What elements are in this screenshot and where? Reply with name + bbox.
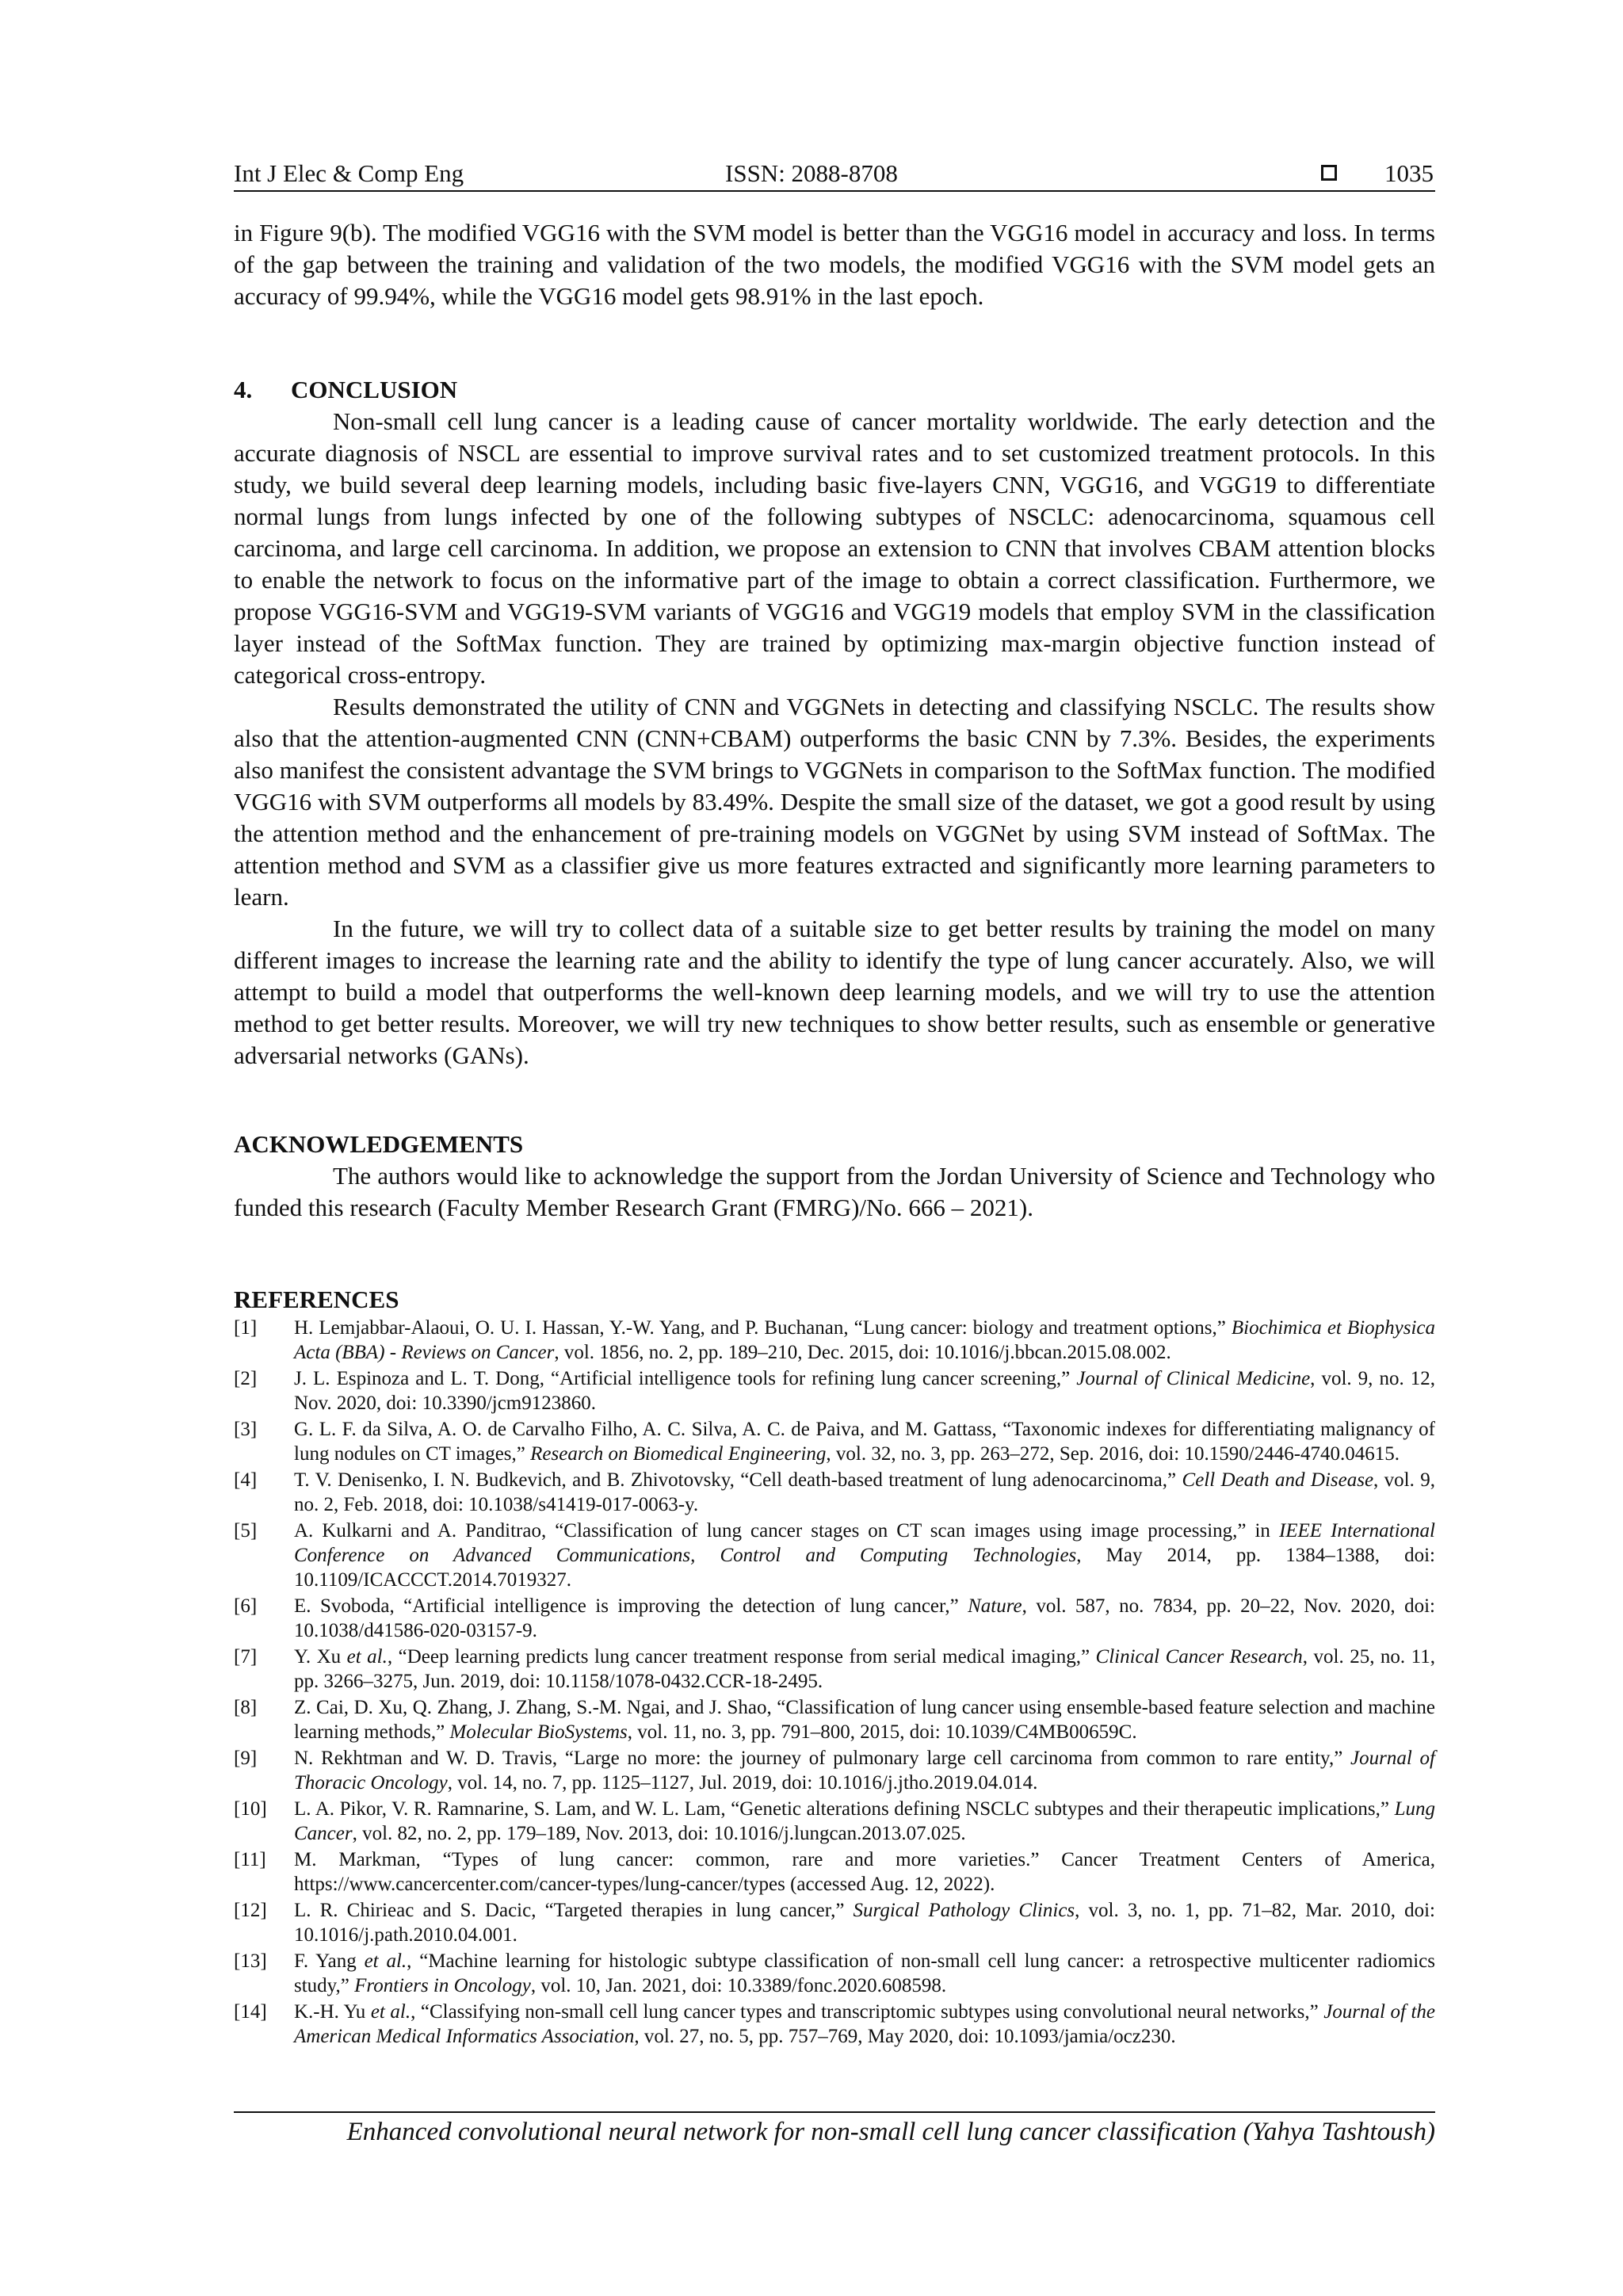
conclusion-heading: [234, 374, 457, 406]
reference-text: E. Svoboda, “Artificial intelligence is improving the detection of lung cancer,”: [294, 1595, 968, 1617]
reference-number: [3]: [234, 1419, 258, 1440]
reference-title: , “Deep learning predicts lung cancer treatment response from serial medical imaging,”: [387, 1646, 1096, 1668]
reference-number: [12]: [234, 1900, 267, 1921]
reference-text: Y. Xu: [294, 1646, 347, 1668]
reference-title: , “Classifying non-small cell lung cancer types and transcriptomic subtypes using convolutional neural networks,”: [411, 2001, 1324, 2023]
reference-number: [10]: [234, 1798, 267, 1820]
reference-venue: Surgical Pathology Clinics: [853, 1900, 1075, 1921]
reference-venue: Nature: [968, 1595, 1022, 1617]
reference-number: [9]: [234, 1748, 258, 1769]
acknowledgements-body: [234, 1160, 1435, 1224]
reference-details: , vol. 9, no. 12, Nov. 2020, doi: 10.3390/jcm9123860.: [294, 1368, 1435, 1414]
page-number: 1035: [1384, 159, 1434, 187]
reference-item: [234, 1847, 1435, 1897]
reference-details: , vol. 10, Jan. 2021, doi: 10.3389/fonc.2020.608598.: [530, 1975, 947, 1996]
reference-details: , vol. 9, no. 2, Feb. 2018, doi: 10.1038/s41419-017-0063-y.: [294, 1469, 1435, 1515]
reference-text: G. L. F. da Silva, A. O. de Carvalho Filho, A. C. Silva, A. C. de Paiva, and M. Gattass, “Taxonomic indexes for differentiating malignancy of lung nodules on CT images,”: [294, 1419, 1435, 1465]
reference-text: H. Lemjabbar-Alaoui, O. U. I. Hassan, Y.-W. Yang, and P. Buchanan, “Lung cancer: biology and treatment options,”: [294, 1317, 1232, 1339]
reference-details: , vol. 14, no. 7, pp. 1125–1127, Jul. 2019, doi: 10.1016/j.jtho.2019.04.014.: [447, 1772, 1038, 1794]
reference-number: [7]: [234, 1646, 258, 1668]
conclusion-paragraph-1: Non-small cell lung cancer is a leading cause of cancer mortality worldwide. The early detection and the accurate diagnosis of NSCL are essential to improve survival rates and to set customized treatment protocols. In this study, we build several deep learning models, including basic five-layers CNN, VGG16, and VGG19 to differentiate normal lungs from lungs infected by one of the following subtypes of NSCLC: adenocarcinoma, squamous cell carcinoma, and large cell carcinoma. In addition, we propose an extension to CNN that involves CBAM attention blocks to enable the network to focus on the informative part of the image to obtain a correct classification. Furthermore, we propose VGG16-SVM and VGG19-SVM variants of VGG16 and VGG19 models that employ SVM in the classification layer instead of the SoftMax function. They are trained by optimizing max-margin objective function instead of categorical cross-entropy.: [234, 407, 1435, 689]
reference-venue: Lung Cancer: [294, 1798, 1435, 1844]
reference-number: [11]: [234, 1849, 266, 1870]
reference-number: [4]: [234, 1469, 258, 1491]
issn: ISSN: 2088-8708: [725, 159, 898, 187]
reference-details: , May 2014, pp. 1384–1388, doi: 10.1109/ICACCCT.2014.7019327.: [294, 1545, 1435, 1591]
reference-item: [234, 1366, 1435, 1415]
conclusion-paragraph-3: In the future, we will try to collect data of a suitable size to get better results by training the model on many different images to increase the learning rate and the ability to identify the type of lung cancer accurately. Also, we will attempt to build a model that outperforms the well-known deep learning models, and we will try to use the attention method to get better results. Moreover, we will try new techniques to show better results, such as ensemble or generative adversarial networks (GANs).: [234, 915, 1435, 1069]
reference-item: [234, 1797, 1435, 1846]
journal-name: Int J Elec & Comp Eng: [234, 159, 464, 187]
reference-text: A. Kulkarni and A. Panditrao, “Classification of lung cancer stages on CT scan images using image processing,” in: [294, 1520, 1279, 1541]
reference-details: , vol. 3, no. 1, pp. 71–82, Mar. 2010, doi: 10.1016/j.path.2010.04.001.: [294, 1900, 1436, 1946]
reference-details: , vol. 32, no. 3, pp. 263–272, Sep. 2016, doi: 10.1590/2446-4740.04615.: [826, 1443, 1400, 1465]
intro-paragraph: [234, 217, 1435, 312]
reference-number: [1]: [234, 1317, 258, 1339]
reference-venue: Molecular BioSystems: [449, 1721, 628, 1743]
footer-divider: [234, 2111, 1435, 2113]
reference-title: , “Machine learning for histologic subtype classification of non-small cell lung cancer: a retrospective multicenter radiomics study,”: [294, 1950, 1435, 1996]
reference-text: L. A. Pikor, V. R. Ramnarine, S. Lam, and W. L. Lam, “Genetic alterations defining NSCLC subtypes and their therapeutic implications,”: [294, 1798, 1395, 1820]
conclusion-body: [234, 406, 1435, 1072]
reference-details: , vol. 27, no. 5, pp. 757–769, May 2020, doi: 10.1093/jamia/ocz230.: [634, 2026, 1176, 2047]
reference-item: [234, 1746, 1435, 1795]
reference-item: [234, 1949, 1435, 1998]
running-footer: Enhanced convolutional neural network for non-small cell lung cancer classification (Yahya Tashtoush): [346, 2118, 1435, 2146]
reference-item: [234, 1594, 1435, 1643]
header-divider: [234, 190, 1435, 192]
references-heading: REFERENCES: [234, 1286, 399, 1313]
reference-item: [234, 1519, 1435, 1592]
reference-number: [14]: [234, 2001, 267, 2023]
reference-et-al: et al.: [346, 1646, 388, 1668]
reference-text: M. Markman, “Types of lung cancer: common, rare and more varieties.” Cancer Treatment Centers of America, https://www.cancercenter.com/cancer-types/lung-cancer/types (accessed Aug. 12, 2022).: [294, 1849, 1435, 1895]
references-list: [234, 1316, 1435, 2050]
reference-item: [234, 1645, 1435, 1694]
reference-venue: Frontiers in Oncology: [354, 1975, 531, 1996]
reference-item: [234, 1417, 1435, 1466]
square-bullet-icon: [1321, 165, 1337, 181]
reference-number: [13]: [234, 1950, 267, 1972]
reference-number: [2]: [234, 1368, 258, 1389]
reference-text: T. V. Denisenko, I. N. Budkevich, and B. Zhivotovsky, “Cell death-based treatment of lung adenocarcinoma,”: [294, 1469, 1182, 1491]
conclusion-paragraph-2: Results demonstrated the utility of CNN and VGGNets in detecting and classifying NSCLC. The results show also that the attention-augmented CNN (CNN+CBAM) outperforms the basic CNN by 7.3%. Besides, the experiments also manifest the consistent advantage the SVM brings to VGGNets in comparison to the SoftMax function. The modified VGG16 with SVM outperforms all models by 83.49%. Despite the small size of the dataset, we got a good result by using the attention method and the enhancement of pre-training models on VGGNet by using SVM instead of SoftMax. The attention method and SVM as a classifier give us more features extracted and significantly more learning parameters to learn.: [234, 693, 1435, 911]
reference-number: [8]: [234, 1697, 258, 1718]
reference-venue: Biochimica et Biophysica Acta (BBA) - Reviews on Cancer: [294, 1317, 1436, 1363]
reference-venue: Clinical Cancer Research: [1095, 1646, 1303, 1668]
reference-et-al: et al.: [364, 1950, 407, 1972]
reference-text: J. L. Espinoza and L. T. Dong, “Artificial intelligence tools for refining lung cancer screening,”: [294, 1368, 1077, 1389]
reference-venue: Research on Biomedical Engineering: [530, 1443, 827, 1465]
reference-item: [234, 1695, 1435, 1744]
reference-details: , vol. 82, no. 2, pp. 179–189, Nov. 2013, doi: 10.1016/j.lungcan.2013.07.025.: [352, 1823, 966, 1844]
acknowledgements-heading: ACKNOWLEDGEMENTS: [234, 1130, 524, 1158]
reference-venue: Cell Death and Disease: [1182, 1469, 1374, 1491]
reference-text: N. Rekhtman and W. D. Travis, “Large no more: the journey of pulmonary large cell carcinoma from common to rare entity,”: [294, 1748, 1351, 1769]
reference-details: , vol. 11, no. 3, pp. 791–800, 2015, doi: 10.1039/C4MB00659C.: [627, 1721, 1137, 1743]
reference-item: [234, 1898, 1435, 1947]
reference-details: , vol. 25, no. 11, pp. 3266–3275, Jun. 2019, doi: 10.1158/1078-0432.CCR-18-2495.: [294, 1646, 1435, 1692]
section-number: 4.: [234, 376, 253, 403]
reference-item: [234, 1468, 1435, 1517]
section-title: CONCLUSION: [291, 376, 458, 403]
reference-item: [234, 2000, 1435, 2049]
reference-text: Z. Cai, D. Xu, Q. Zhang, J. Zhang, S.-M. Ngai, and J. Shao, “Classification of lung cancer using ensemble-based feature selection and machine learning methods,”: [294, 1697, 1435, 1743]
reference-details: , vol. 587, no. 7834, pp. 20–22, Nov. 2020, doi: 10.1038/d41586-020-03157-9.: [294, 1595, 1435, 1641]
intro-text: in Figure 9(b). The modified VGG16 with the SVM model is better than the VGG16 model in accuracy and loss. In terms of the gap between the training and validation of the two models, the modified VGG16 with the SVM model gets an accuracy of 99.94%, while the VGG16 model gets 98.91% in the last epoch.: [234, 219, 1435, 310]
reference-details: , vol. 1856, no. 2, pp. 189–210, Dec. 2015, doi: 10.1016/j.bbcan.2015.08.002.: [554, 1342, 1171, 1363]
reference-text: K.-H. Yu: [294, 2001, 371, 2023]
reference-number: [5]: [234, 1520, 258, 1541]
reference-venue: IEEE International Conference on Advanced Communications, Control and Computing Technologies: [294, 1520, 1435, 1566]
reference-venue: Journal of Clinical Medicine: [1076, 1368, 1311, 1389]
reference-venue: Journal of the American Medical Informatics Association: [294, 2001, 1435, 2047]
reference-number: [6]: [234, 1595, 258, 1617]
reference-text: F. Yang: [294, 1950, 365, 1972]
acknowledgements-text: The authors would like to acknowledge the support from the Jordan University of Science and Technology who funded this research (Faculty Member Research Grant (FMRG)/No. 666 – 2021).: [234, 1162, 1435, 1221]
reference-text: L. R. Chirieac and S. Dacic, “Targeted therapies in lung cancer,”: [294, 1900, 854, 1921]
running-header: [234, 155, 1435, 192]
reference-venue: Journal of Thoracic Oncology: [294, 1748, 1435, 1794]
reference-et-al: et al.: [370, 2001, 411, 2023]
reference-item: [234, 1316, 1435, 1365]
